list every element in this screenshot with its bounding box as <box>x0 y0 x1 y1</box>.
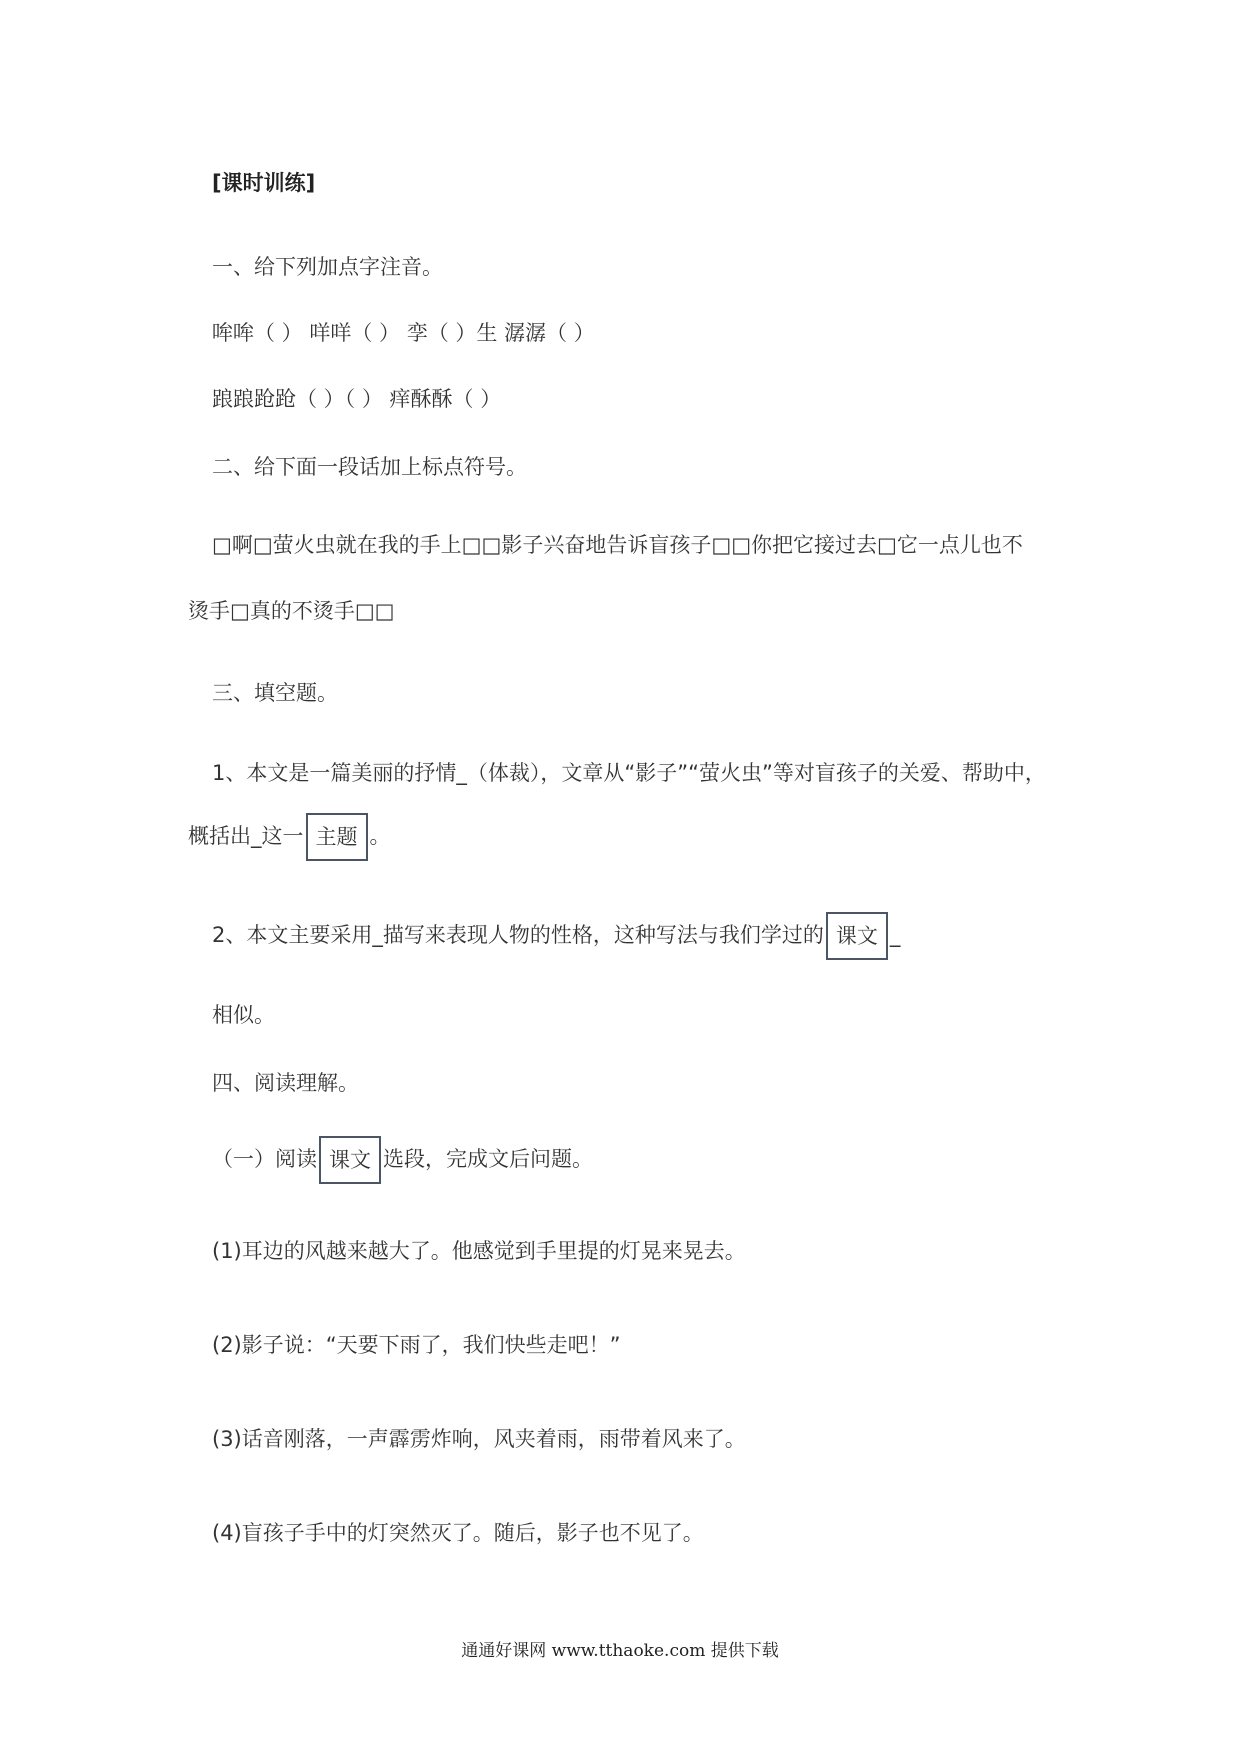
question-4-heading: 四、阅读理解。 <box>212 1071 359 1095</box>
page-footer: 通通好课网 www.tthaoke.com 提供下载 <box>461 1641 779 1661</box>
passage-paragraph-2: (2)影子说：“天要下雨了，我们快些走吧！” <box>212 1333 621 1357</box>
question-1-heading: 一、给下列加点字注音。 <box>212 255 443 279</box>
question-3-heading: 三、填空题。 <box>212 681 338 705</box>
question-2-text-line-1: □啊□萤火虫就在我的手上□□影子兴奋地告诉盲孩子□□你把它接过去□它一点儿也不 <box>212 533 1023 557</box>
question-1-row-1: 哞哞（ ） 咩咩（ ） 孪（ ）生 潺潺（ ） <box>212 321 595 345</box>
question-2-text-line-2: 烫手□真的不烫手□□ <box>188 599 395 623</box>
item-1-text-before: 概括出_这一 <box>188 824 304 848</box>
item-2-text-before: 2、本文主要采用_描写来表现人物的性格，这种写法与我们学过的 <box>212 923 824 947</box>
passage-paragraph-4: (4)盲孩子手中的灯突然灭了。随后，影子也不见了。 <box>212 1521 704 1545</box>
passage-paragraph-1: (1)耳边的风越来越大了。他感觉到手里提的灯晃来晃去。 <box>212 1239 746 1263</box>
subheading-boxed-word: 课文 <box>319 1136 381 1184</box>
question-1-row-2: 踉踉跄跄（ ）（ ） 痒酥酥（ ） <box>212 387 502 411</box>
question-3-item-1-line-2 <box>188 813 391 861</box>
question-4-subheading <box>212 1136 593 1184</box>
question-3-item-1-line-1: 1、本文是一篇美丽的抒情_（体裁），文章从“影子”“萤火虫”等对盲孩子的关爱、帮助中， <box>212 761 1046 785</box>
subheading-text-after: 选段，完成文后问题。 <box>383 1147 593 1171</box>
item-1-text-after: 。 <box>369 824 391 848</box>
item-2-text-after: _ <box>889 923 901 947</box>
question-3-item-2-line-2: 相似。 <box>212 1003 275 1027</box>
question-3-item-2-line-1 <box>212 912 900 960</box>
section-title: [课时训练] <box>212 171 316 195</box>
passage-paragraph-3: (3)话音刚落，一声霹雳炸响，风夹着雨，雨带着风来了。 <box>212 1427 746 1451</box>
item-2-boxed-word: 课文 <box>826 912 888 960</box>
item-1-boxed-word: 主题 <box>306 813 368 861</box>
subheading-text-before: （一）阅读 <box>212 1147 317 1171</box>
question-2-heading: 二、给下面一段话加上标点符号。 <box>212 455 527 479</box>
